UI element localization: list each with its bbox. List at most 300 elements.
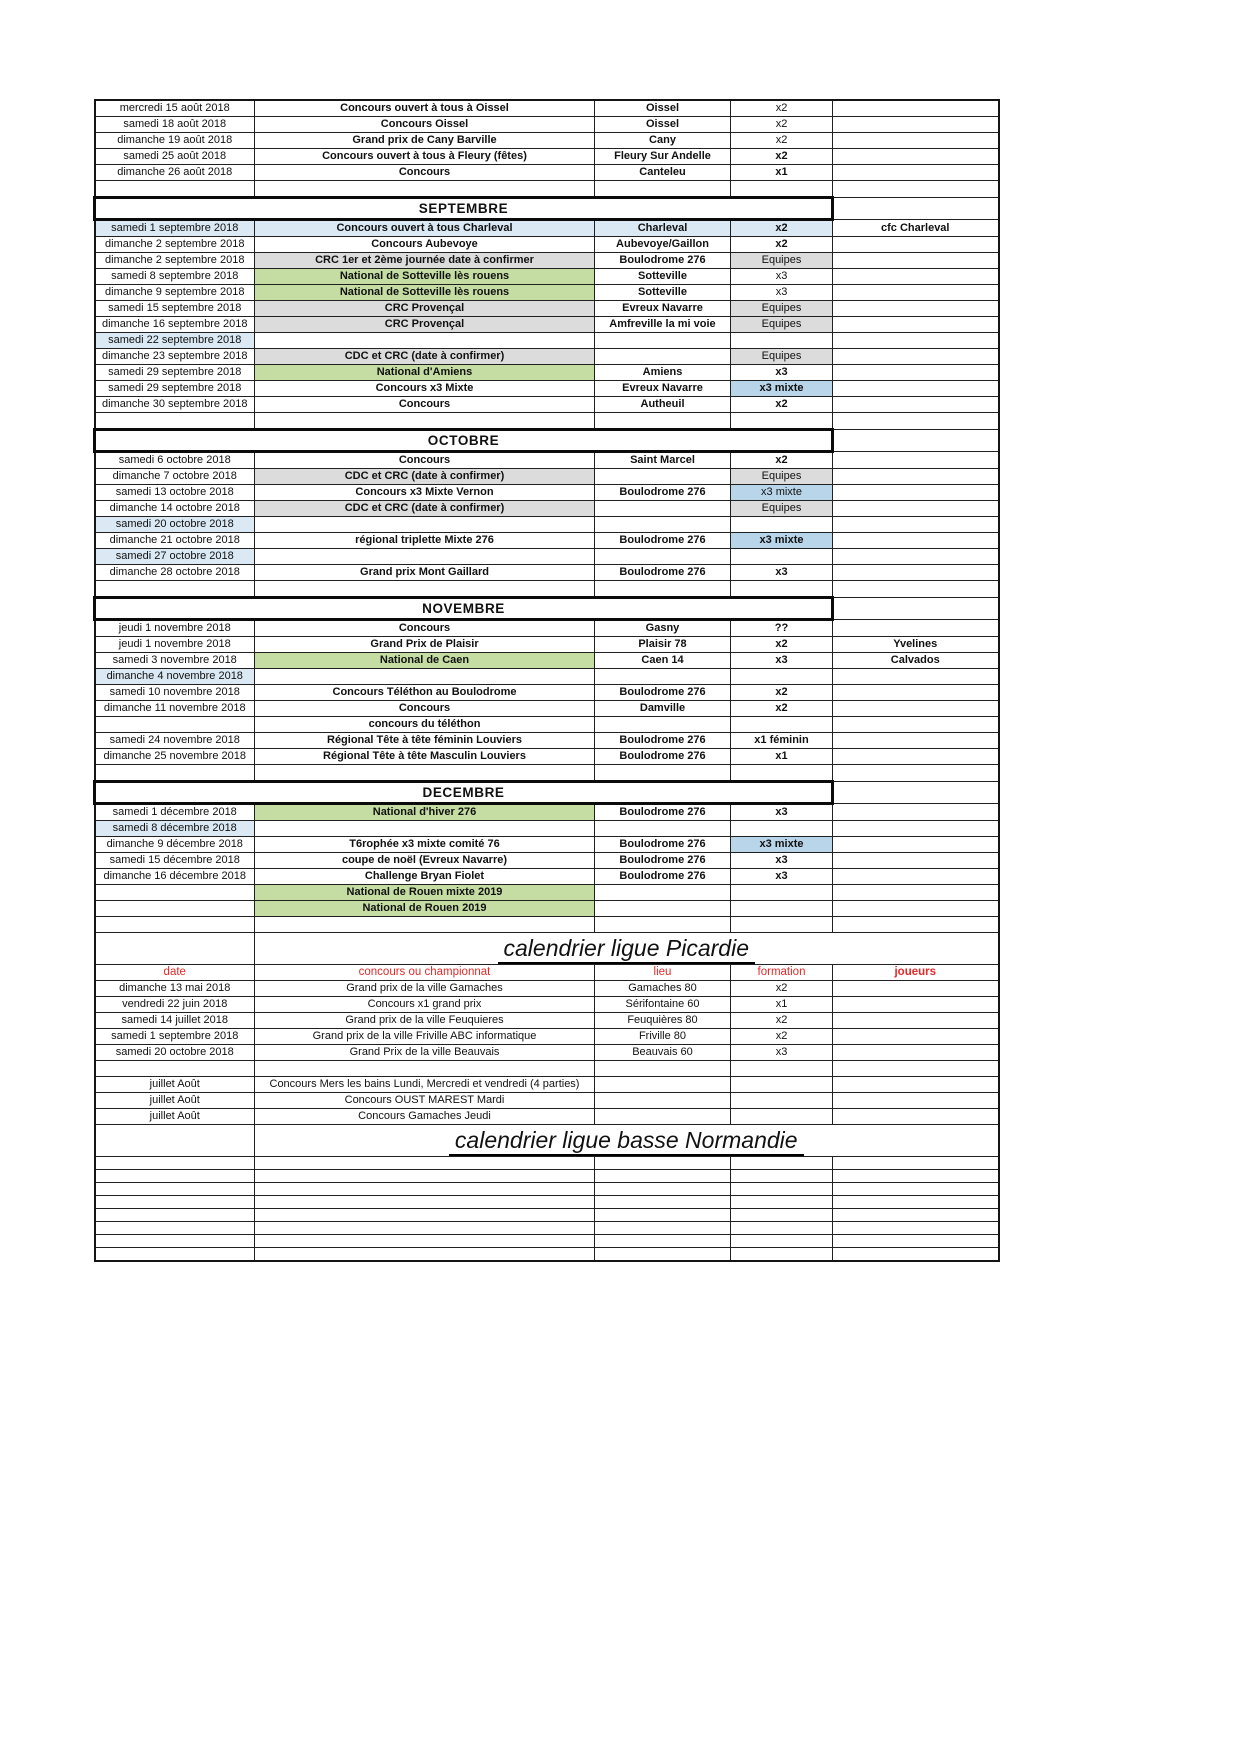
table-row xyxy=(95,100,999,117)
concours-cell: Concours x3 Mixte Vernon xyxy=(255,485,595,501)
table-row xyxy=(95,869,999,885)
formation-cell: x3 xyxy=(731,1045,833,1061)
month-header-row xyxy=(95,198,999,220)
empty-cell xyxy=(833,1209,999,1222)
table-row xyxy=(95,749,999,765)
date-cell: samedi 18 août 2018 xyxy=(95,117,255,133)
table-row xyxy=(95,1109,999,1125)
formation-cell: x1 féminin xyxy=(731,733,833,749)
calendar-table xyxy=(93,99,1000,1262)
formation-cell: ?? xyxy=(731,620,833,637)
date-cell: samedi 3 novembre 2018 xyxy=(95,653,255,669)
table-row xyxy=(95,701,999,717)
table-row xyxy=(95,653,999,669)
empty-cell xyxy=(255,1183,595,1196)
formation-cell xyxy=(731,821,833,837)
formation-cell: x3 mixte xyxy=(731,381,833,397)
table-row xyxy=(95,397,999,413)
concours-cell: Concours x3 Mixte xyxy=(255,381,595,397)
empty-cell xyxy=(95,1061,255,1077)
formation-cell: x3 mixte xyxy=(731,837,833,853)
empty-cell xyxy=(255,1196,595,1209)
date-cell: juillet Août xyxy=(95,1093,255,1109)
concours-cell: Grand Prix de Plaisir xyxy=(255,637,595,653)
empty-row xyxy=(95,413,999,430)
empty-cell xyxy=(255,1248,595,1262)
joueurs-cell xyxy=(833,381,999,397)
joueurs-cell xyxy=(833,821,999,837)
concours-cell: Régional Tête à tête féminin Louviers xyxy=(255,733,595,749)
section-title-row xyxy=(95,1125,999,1157)
concours-cell: Grand prix de la ville Gamaches xyxy=(255,981,595,997)
table-row xyxy=(95,452,999,469)
empty-row xyxy=(95,581,999,598)
table-row xyxy=(95,837,999,853)
empty-cell xyxy=(595,413,731,430)
date-cell: dimanche 16 décembre 2018 xyxy=(95,869,255,885)
empty-cell xyxy=(95,917,255,933)
concours-cell: Concours xyxy=(255,620,595,637)
formation-cell: x2 xyxy=(731,117,833,133)
date-cell: dimanche 30 septembre 2018 xyxy=(95,397,255,413)
calendar-table-body xyxy=(95,100,999,1261)
date-cell: samedi 1 septembre 2018 xyxy=(95,1029,255,1045)
date-cell: samedi 15 décembre 2018 xyxy=(95,853,255,869)
table-row xyxy=(95,349,999,365)
date-cell: samedi 6 octobre 2018 xyxy=(95,452,255,469)
concours-cell: Grand Prix de la ville Beauvais xyxy=(255,1045,595,1061)
table-row xyxy=(95,517,999,533)
table-row xyxy=(95,804,999,821)
empty-cell xyxy=(833,1222,999,1235)
empty-cell xyxy=(255,1209,595,1222)
concours-cell: Grand prix de la ville Friville ABC informatique xyxy=(255,1029,595,1045)
joueurs-cell xyxy=(833,285,999,301)
date-cell: dimanche 23 septembre 2018 xyxy=(95,349,255,365)
empty-cell xyxy=(731,1061,833,1077)
date-cell: dimanche 16 septembre 2018 xyxy=(95,317,255,333)
table-row xyxy=(95,1029,999,1045)
empty-row xyxy=(95,181,999,198)
empty-cell xyxy=(595,1248,731,1262)
joueurs-cell xyxy=(833,117,999,133)
lieu-cell: Amfreville la mi voie xyxy=(595,317,731,333)
formation-cell xyxy=(731,901,833,917)
table-row xyxy=(95,149,999,165)
joueurs-cell xyxy=(833,1013,999,1029)
formation-cell: x3 xyxy=(731,804,833,821)
formation-cell xyxy=(731,885,833,901)
lieu-cell: Fleury Sur Andelle xyxy=(595,149,731,165)
section-title-text: calendrier ligue basse Normandie xyxy=(449,1127,804,1156)
lieu-cell xyxy=(595,1109,731,1125)
joueurs-cell xyxy=(833,733,999,749)
joueurs-cell xyxy=(833,749,999,765)
formation-cell: x2 xyxy=(731,220,833,237)
joueurs-cell xyxy=(833,717,999,733)
empty-cell xyxy=(95,1196,255,1209)
column-header: date xyxy=(95,965,255,981)
column-header: lieu xyxy=(595,965,731,981)
joueurs-cell: Calvados xyxy=(833,653,999,669)
date-cell: samedi 27 octobre 2018 xyxy=(95,549,255,565)
lieu-cell: Aubevoye/Gaillon xyxy=(595,237,731,253)
date-cell: dimanche 19 août 2018 xyxy=(95,133,255,149)
concours-cell: concours du téléthon xyxy=(255,717,595,733)
empty-cell xyxy=(731,1235,833,1248)
table-row xyxy=(95,253,999,269)
table-row xyxy=(95,285,999,301)
month-side-cell xyxy=(833,782,999,804)
date-cell xyxy=(95,901,255,917)
empty-cell xyxy=(731,1209,833,1222)
date-cell: dimanche 14 octobre 2018 xyxy=(95,501,255,517)
joueurs-cell xyxy=(833,669,999,685)
lieu-cell: Oissel xyxy=(595,100,731,117)
joueurs-cell xyxy=(833,1109,999,1125)
concours-cell: Concours x1 grand prix xyxy=(255,997,595,1013)
joueurs-cell xyxy=(833,485,999,501)
formation-cell: Equipes xyxy=(731,317,833,333)
date-cell: samedi 24 novembre 2018 xyxy=(95,733,255,749)
concours-cell: Challenge Bryan Fiolet xyxy=(255,869,595,885)
empty-row xyxy=(95,1222,999,1235)
concours-cell: Concours Gamaches Jeudi xyxy=(255,1109,595,1125)
formation-cell xyxy=(731,669,833,685)
formation-cell xyxy=(731,1109,833,1125)
lieu-cell xyxy=(595,1077,731,1093)
formation-cell: x2 xyxy=(731,637,833,653)
empty-cell xyxy=(833,1170,999,1183)
section-title xyxy=(255,933,999,965)
joueurs-cell xyxy=(833,397,999,413)
lieu-cell: Gasny xyxy=(595,620,731,637)
empty-cell xyxy=(95,1183,255,1196)
table-row xyxy=(95,565,999,581)
joueurs-cell xyxy=(833,804,999,821)
empty-row xyxy=(95,1170,999,1183)
date-cell: samedi 22 septembre 2018 xyxy=(95,333,255,349)
empty-cell xyxy=(833,1157,999,1170)
joueurs-cell xyxy=(833,701,999,717)
table-row xyxy=(95,885,999,901)
empty-cell xyxy=(595,1061,731,1077)
empty-cell xyxy=(255,1157,595,1170)
joueurs-cell xyxy=(833,981,999,997)
lieu-cell xyxy=(595,717,731,733)
lieu-cell: Boulodrome 276 xyxy=(595,533,731,549)
empty-cell xyxy=(731,581,833,598)
joueurs-cell: cfc Charleval xyxy=(833,220,999,237)
empty-cell xyxy=(95,1170,255,1183)
empty-cell xyxy=(833,1235,999,1248)
lieu-cell: Damville xyxy=(595,701,731,717)
lieu-cell: Saint Marcel xyxy=(595,452,731,469)
formation-cell: Equipes xyxy=(731,253,833,269)
lieu-cell: Boulodrome 276 xyxy=(595,749,731,765)
formation-cell: x3 mixte xyxy=(731,533,833,549)
date-cell xyxy=(95,717,255,733)
empty-cell xyxy=(95,581,255,598)
table-row xyxy=(95,669,999,685)
lieu-cell: Friville 80 xyxy=(595,1029,731,1045)
concours-cell: Concours xyxy=(255,452,595,469)
lieu-cell: Evreux Navarre xyxy=(595,381,731,397)
concours-cell: Grand prix Mont Gaillard xyxy=(255,565,595,581)
joueurs-cell xyxy=(833,997,999,1013)
month-header-row xyxy=(95,430,999,452)
lieu-cell: Boulodrome 276 xyxy=(595,253,731,269)
empty-cell xyxy=(731,1157,833,1170)
empty-cell xyxy=(95,765,255,782)
lieu-cell: Sotteville xyxy=(595,269,731,285)
table-row xyxy=(95,1093,999,1109)
concours-cell: Grand prix de Cany Barville xyxy=(255,133,595,149)
empty-cell xyxy=(595,1235,731,1248)
table-row xyxy=(95,117,999,133)
joueurs-cell xyxy=(833,269,999,285)
empty-cell xyxy=(731,413,833,430)
empty-cell xyxy=(255,917,595,933)
joueurs-cell xyxy=(833,853,999,869)
month-side-cell xyxy=(833,430,999,452)
lieu-cell: Caen 14 xyxy=(595,653,731,669)
table-row xyxy=(95,1045,999,1061)
date-cell: dimanche 28 octobre 2018 xyxy=(95,565,255,581)
date-cell: samedi 1 décembre 2018 xyxy=(95,804,255,821)
empty-cell xyxy=(255,1235,595,1248)
empty-cell xyxy=(255,1222,595,1235)
date-cell: samedi 13 octobre 2018 xyxy=(95,485,255,501)
joueurs-cell xyxy=(833,869,999,885)
empty-row xyxy=(95,1157,999,1170)
date-cell: mercredi 15 août 2018 xyxy=(95,100,255,117)
concours-cell: Concours Aubevoye xyxy=(255,237,595,253)
month-side-cell xyxy=(833,598,999,620)
date-cell: jeudi 1 novembre 2018 xyxy=(95,637,255,653)
empty-cell xyxy=(833,1196,999,1209)
table-row xyxy=(95,733,999,749)
concours-cell: National d'Amiens xyxy=(255,365,595,381)
empty-cell xyxy=(595,1157,731,1170)
table-row xyxy=(95,317,999,333)
concours-cell: CDC et CRC (date à confirmer) xyxy=(255,349,595,365)
concours-cell: Concours xyxy=(255,397,595,413)
lieu-cell: Charleval xyxy=(595,220,731,237)
formation-cell xyxy=(731,1093,833,1109)
date-cell: dimanche 9 septembre 2018 xyxy=(95,285,255,301)
concours-cell: CRC 1er et 2ème journée date à confirmer xyxy=(255,253,595,269)
concours-cell: coupe de noël (Evreux Navarre) xyxy=(255,853,595,869)
concours-cell: National de Rouen mixte 2019 xyxy=(255,885,595,901)
lieu-cell: Gamaches 80 xyxy=(595,981,731,997)
lieu-cell xyxy=(595,469,731,485)
empty-cell xyxy=(731,1183,833,1196)
empty-cell xyxy=(255,413,595,430)
empty-cell xyxy=(833,181,999,198)
joueurs-cell: Yvelines xyxy=(833,637,999,653)
empty-row xyxy=(95,1061,999,1077)
joueurs-cell xyxy=(833,685,999,701)
concours-cell: CDC et CRC (date à confirmer) xyxy=(255,469,595,485)
joueurs-cell xyxy=(833,1045,999,1061)
date-cell: samedi 1 septembre 2018 xyxy=(95,220,255,237)
lieu-cell: Plaisir 78 xyxy=(595,637,731,653)
formation-cell: Equipes xyxy=(731,469,833,485)
lieu-cell: Beauvais 60 xyxy=(595,1045,731,1061)
concours-cell: National de Sotteville lès rouens xyxy=(255,269,595,285)
date-cell: dimanche 21 octobre 2018 xyxy=(95,533,255,549)
date-cell: dimanche 25 novembre 2018 xyxy=(95,749,255,765)
lieu-cell xyxy=(595,549,731,565)
empty-cell xyxy=(833,1061,999,1077)
column-header: joueurs xyxy=(833,965,999,981)
concours-cell: National de Caen xyxy=(255,653,595,669)
formation-cell: x2 xyxy=(731,1013,833,1029)
empty-cell xyxy=(731,765,833,782)
lieu-cell: Boulodrome 276 xyxy=(595,853,731,869)
table-row xyxy=(95,333,999,349)
lieu-cell: Autheuil xyxy=(595,397,731,413)
month-header: SEPTEMBRE xyxy=(95,198,833,220)
concours-cell: National d'hiver 276 xyxy=(255,804,595,821)
empty-cell xyxy=(95,1235,255,1248)
column-header: concours ou championnat xyxy=(255,965,595,981)
empty-cell xyxy=(95,413,255,430)
date-cell: dimanche 9 décembre 2018 xyxy=(95,837,255,853)
empty-cell xyxy=(833,765,999,782)
formation-cell: x2 xyxy=(731,149,833,165)
formation-cell xyxy=(731,517,833,533)
joueurs-cell xyxy=(833,333,999,349)
lieu-cell: Evreux Navarre xyxy=(595,301,731,317)
date-cell xyxy=(95,885,255,901)
lieu-cell xyxy=(595,901,731,917)
formation-cell: x1 xyxy=(731,997,833,1013)
joueurs-cell xyxy=(833,317,999,333)
empty-cell xyxy=(255,1061,595,1077)
formation-cell: x3 mixte xyxy=(731,485,833,501)
table-row xyxy=(95,1077,999,1093)
date-cell: samedi 14 juillet 2018 xyxy=(95,1013,255,1029)
formation-cell: x2 xyxy=(731,1029,833,1045)
empty-cell xyxy=(95,1248,255,1262)
table-row xyxy=(95,381,999,397)
formation-cell: x3 xyxy=(731,285,833,301)
joueurs-cell xyxy=(833,301,999,317)
empty-row xyxy=(95,765,999,782)
column-header-row xyxy=(95,965,999,981)
concours-cell: National de Sotteville lès rouens xyxy=(255,285,595,301)
table-row xyxy=(95,485,999,501)
lieu-cell: Sérifontaine 60 xyxy=(595,997,731,1013)
empty-cell xyxy=(255,581,595,598)
date-cell: dimanche 2 septembre 2018 xyxy=(95,253,255,269)
concours-cell: Concours Mers les bains Lundi, Mercredi et vendredi (4 parties) xyxy=(255,1077,595,1093)
table-row xyxy=(95,637,999,653)
concours-cell: CRC Provençal xyxy=(255,301,595,317)
joueurs-cell xyxy=(833,452,999,469)
concours-cell: Concours OUST MAREST Mardi xyxy=(255,1093,595,1109)
month-header-row xyxy=(95,598,999,620)
table-row xyxy=(95,501,999,517)
table-row xyxy=(95,620,999,637)
empty-row xyxy=(95,1196,999,1209)
empty-row xyxy=(95,1248,999,1262)
joueurs-cell xyxy=(833,837,999,853)
lieu-cell: Sotteville xyxy=(595,285,731,301)
lieu-cell: Boulodrome 276 xyxy=(595,869,731,885)
lieu-cell: Boulodrome 276 xyxy=(595,837,731,853)
joueurs-cell xyxy=(833,349,999,365)
lieu-cell: Boulodrome 276 xyxy=(595,685,731,701)
concours-cell: Concours Oissel xyxy=(255,117,595,133)
concours-cell: Concours Téléthon au Boulodrome xyxy=(255,685,595,701)
empty-row xyxy=(95,1183,999,1196)
concours-cell: Concours xyxy=(255,701,595,717)
empty-cell xyxy=(95,1157,255,1170)
date-cell: dimanche 4 novembre 2018 xyxy=(95,669,255,685)
empty-cell xyxy=(595,1209,731,1222)
concours-cell xyxy=(255,549,595,565)
joueurs-cell xyxy=(833,501,999,517)
date-cell: dimanche 13 mai 2018 xyxy=(95,981,255,997)
table-row xyxy=(95,365,999,381)
title-side-cell xyxy=(95,1125,255,1157)
joueurs-cell xyxy=(833,901,999,917)
formation-cell: x2 xyxy=(731,685,833,701)
joueurs-cell xyxy=(833,469,999,485)
lieu-cell xyxy=(595,1093,731,1109)
empty-cell xyxy=(833,1183,999,1196)
empty-cell xyxy=(95,181,255,198)
formation-cell: x3 xyxy=(731,653,833,669)
joueurs-cell xyxy=(833,165,999,181)
empty-cell xyxy=(833,1248,999,1262)
concours-cell: Grand prix de la ville Feuquieres xyxy=(255,1013,595,1029)
empty-cell xyxy=(595,1170,731,1183)
date-cell: samedi 29 septembre 2018 xyxy=(95,365,255,381)
joueurs-cell xyxy=(833,1077,999,1093)
table-row xyxy=(95,685,999,701)
table-row xyxy=(95,821,999,837)
lieu-cell: Boulodrome 276 xyxy=(595,733,731,749)
section-title-text: calendrier ligue Picardie xyxy=(498,935,755,964)
date-cell: dimanche 11 novembre 2018 xyxy=(95,701,255,717)
table-row xyxy=(95,981,999,997)
formation-cell: Equipes xyxy=(731,301,833,317)
table-row xyxy=(95,1013,999,1029)
date-cell: samedi 10 novembre 2018 xyxy=(95,685,255,701)
empty-cell xyxy=(595,1183,731,1196)
table-row xyxy=(95,853,999,869)
concours-cell xyxy=(255,821,595,837)
section-title-row xyxy=(95,933,999,965)
formation-cell: x1 xyxy=(731,749,833,765)
date-cell: juillet Août xyxy=(95,1109,255,1125)
date-cell: dimanche 7 octobre 2018 xyxy=(95,469,255,485)
lieu-cell: Cany xyxy=(595,133,731,149)
empty-cell xyxy=(731,1222,833,1235)
joueurs-cell xyxy=(833,549,999,565)
table-row xyxy=(95,549,999,565)
empty-row xyxy=(95,1235,999,1248)
date-cell: samedi 25 août 2018 xyxy=(95,149,255,165)
table-row xyxy=(95,165,999,181)
month-header: OCTOBRE xyxy=(95,430,833,452)
concours-cell xyxy=(255,333,595,349)
lieu-cell: Feuquières 80 xyxy=(595,1013,731,1029)
